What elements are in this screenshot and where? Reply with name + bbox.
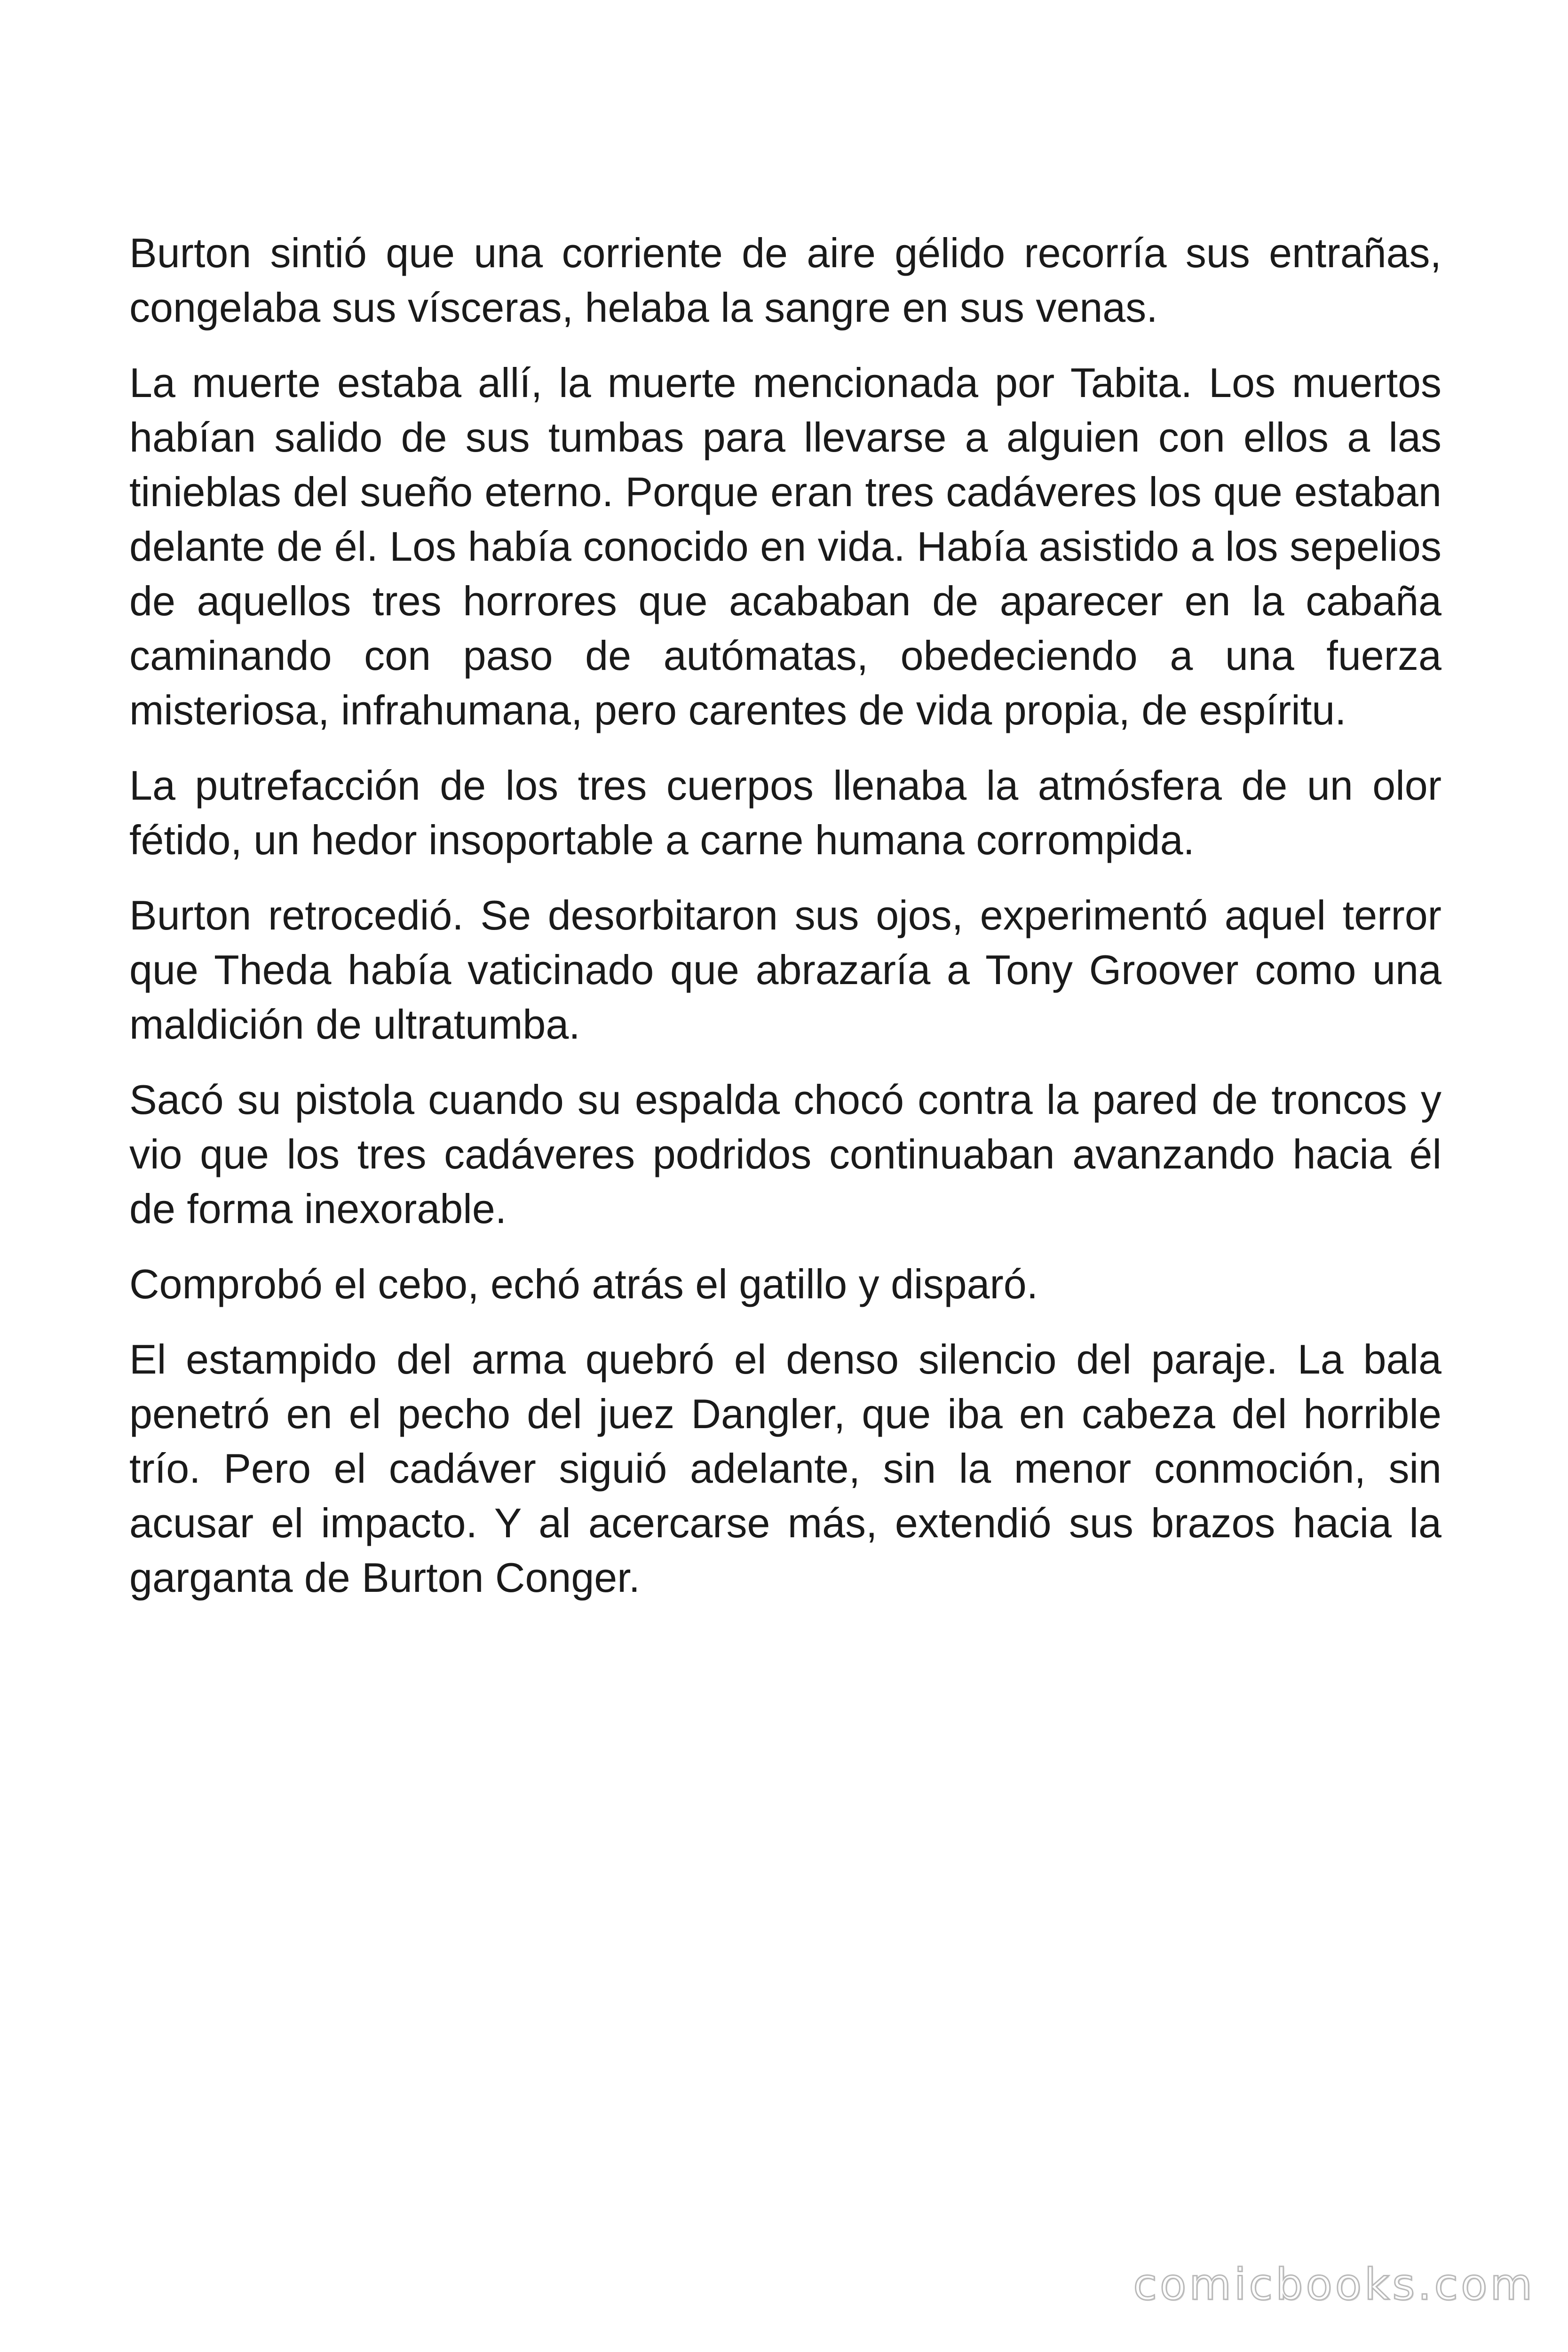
- paragraph: Sacó su pistola cuando su espalda chocó contra la pared de troncos y vio que los tres cadáveres podridos continuaban avanzando hacia él de forma inexorable.: [129, 1076, 1441, 1232]
- paragraph: La putrefacción de los tres cuerpos llenaba la atmósfera de un olor fétido, un hedor insoportable a carne humana corrompida.: [129, 762, 1441, 863]
- paragraph: Burton sintió que una corriente de aire gélido recorría sus entrañas, congelaba sus vísceras, helaba la sangre en sus venas.: [129, 230, 1441, 331]
- watermark: comicbooks.com: [1133, 2259, 1535, 2310]
- body-text: [129, 226, 1441, 1626]
- paragraph: La muerte estaba allí, la muerte mencionada por Tabita. Los muertos habían salido de sus tumbas para llevarse a alguien con ellos a las tinieblas del sueño eterno. Porque eran tres cadáveres los que estaban delante de él. Los había conocido en vida. Había asistido a los sepelios de aquellos tres horrores que acababan de aparecer en la cabaña caminando con paso de autómatas, obedeciendo a una fuerza misteriosa, infrahumana, pero carentes de vida propia, de espíritu.: [129, 359, 1441, 733]
- paragraph: El estampido del arma quebró el denso silencio del paraje. La bala penetró en el pecho del juez Dangler, que iba en cabeza del horrible trío. Pero el cadáver siguió adelante, sin la menor conmoción, sin acusar el impacto. Y al acercarse más, extendió sus brazos hacia la garganta de Burton Conger.: [129, 1336, 1441, 1601]
- paragraph: Comprobó el cebo, echó atrás el gatillo y disparó.: [129, 1261, 1038, 1307]
- paragraph: Burton retrocedió. Se desorbitaron sus ojos, experimentó aquel terror que Theda había vaticinado que abrazaría a Tony Groover como una maldición de ultratumba.: [129, 892, 1441, 1048]
